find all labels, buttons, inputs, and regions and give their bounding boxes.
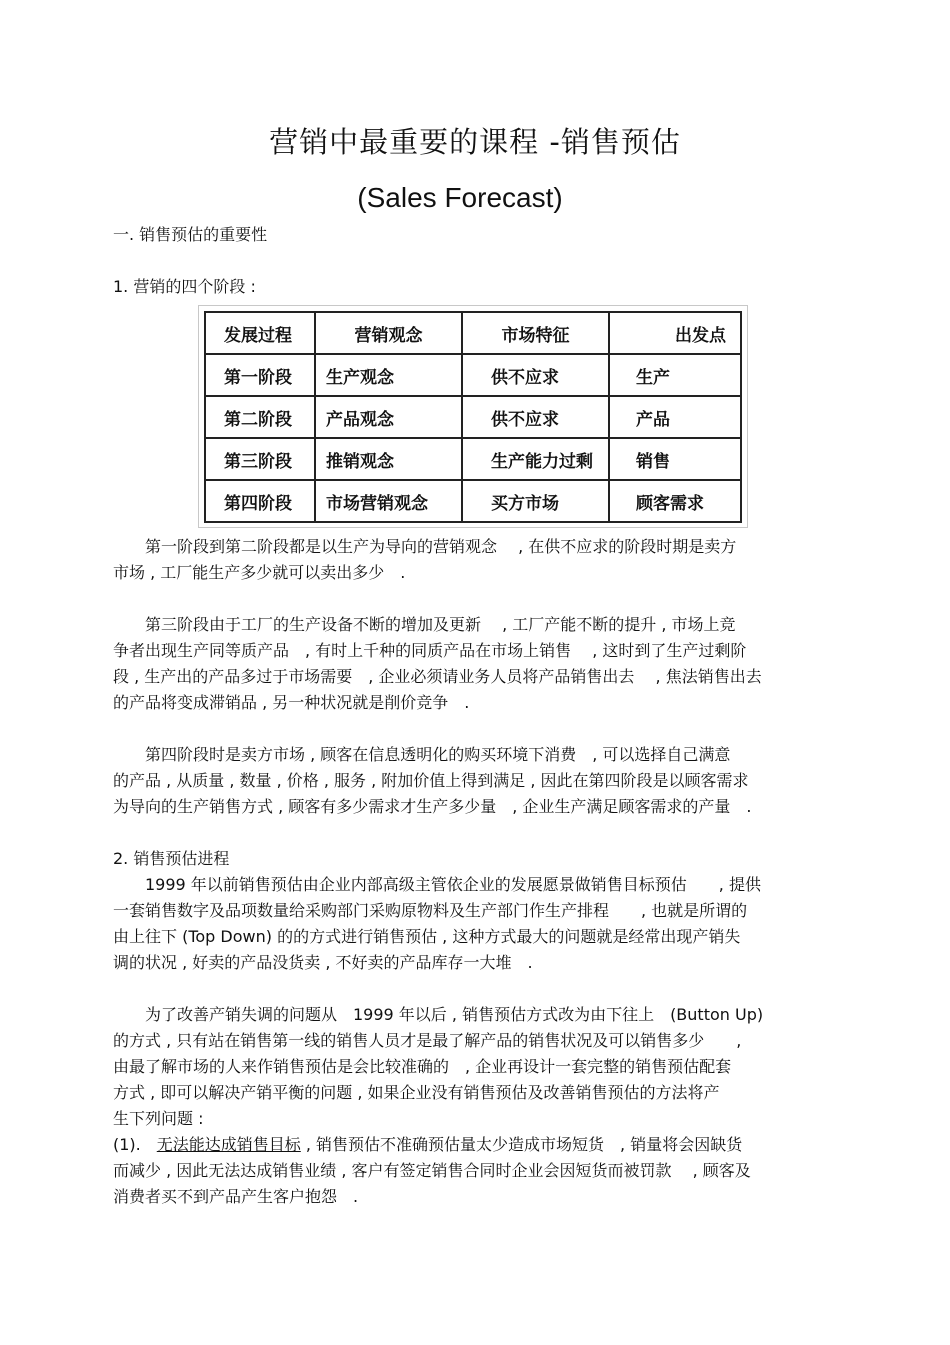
table-cell: 生产能力过剩: [462, 438, 609, 480]
page-title: 营销中最重要的课程 -销售预估: [269, 125, 681, 159]
table-row: [205, 438, 741, 480]
paragraph-line: 争者出现生产同等质产品 , 有时上千种的同质产品在市场上销售 , 这时到了生产过剩阶: [113, 641, 747, 660]
paragraph-line: 第四阶段时是卖方市场 , 顾客在信息透明化的购买环境下消费 , 可以选择自己满意: [113, 745, 731, 764]
table-header-cell: 发展过程: [205, 312, 315, 354]
table-cell: 推销观念: [315, 438, 462, 480]
item1-heading: 1. 营销的四个阶段 :: [113, 277, 256, 296]
paragraph-stage3: [113, 612, 853, 716]
table-cell: 供不应求: [462, 396, 609, 438]
paragraph-line: 的方式 , 只有站在销售第一线的销售人员才是最了解产品的销售状况及可以销售多少 ,: [113, 1031, 742, 1050]
paragraph-line: 由上往下 (Top Down) 的的方式进行销售预估 , 这种方式最大的问题就是经常出现产销失: [113, 927, 741, 946]
line-rest: , 销售预估不准确预估量太少造成市场短货 , 销量将会因缺货: [300, 1135, 743, 1154]
table-cell: 第四阶段: [205, 480, 315, 522]
table-cell: 供不应求: [462, 354, 609, 396]
paragraph-line: 第一阶段到第二阶段都是以生产为导向的营销观念 , 在供不应求的阶段时期是卖方: [113, 537, 737, 556]
paragraph-line: 为了改善产销失调的问题从 1999 年以后 , 销售预估方式改为由下往上 (Button Up): [113, 1005, 764, 1024]
table-header-row: [205, 312, 741, 354]
table-cell: 买方市场: [462, 480, 609, 522]
paragraph-line: 段 , 生产出的产品多过于市场需要 , 企业必须请业务人员将产品销售出去 , 焦法销售出去: [113, 667, 762, 686]
paragraph-line: 的产品 , 从质量 , 数量 , 价格 , 服务 , 附加价值上得到满足 , 因此在第四阶段是以顾客需求: [113, 771, 749, 790]
paragraph-line: [113, 1132, 853, 1158]
list-marker: (1).: [113, 1135, 157, 1154]
marketing-stages-table: [204, 311, 742, 523]
table-cell: 产品: [609, 396, 741, 438]
table-row: [205, 480, 741, 522]
paragraph-forecast-history: [113, 872, 853, 976]
table-row: [205, 354, 741, 396]
page-subtitle: (Sales Forecast): [357, 182, 563, 213]
paragraph-line: 消费者买不到产品产生客户抱怨 .: [113, 1187, 359, 1206]
table-cell: 生产: [609, 354, 741, 396]
paragraph-line: 一套销售数字及品项数量给采购部门采购原物料及生产部门作生产排程 , 也就是所谓的: [113, 901, 748, 920]
paragraph-line: 调的状况 , 好卖的产品没货卖 , 不好卖的产品库存一大堆 .: [113, 953, 533, 972]
paragraph-line: 1999 年以前销售预估由企业内部高级主管依企业的发展愿景做销售目标预估 , 提供: [113, 875, 761, 894]
table-cell: 产品观念: [315, 396, 462, 438]
table-header-cell: 市场特征: [462, 312, 609, 354]
table-cell: 顾客需求: [609, 480, 741, 522]
table-row: [205, 396, 741, 438]
item2-heading: 2. 销售预估进程: [113, 849, 230, 868]
paragraph-stage4: [113, 742, 853, 820]
table-cell: 销售: [609, 438, 741, 480]
table-cell: 市场营销观念: [315, 480, 462, 522]
table-cell: 第三阶段: [205, 438, 315, 480]
table-cell: 第一阶段: [205, 354, 315, 396]
paragraph-line: 方式 , 即可以解决产销平衡的问题 , 如果企业没有销售预估及改善销售预估的方法将产: [113, 1083, 720, 1102]
table-header-cell: 出发点: [609, 312, 741, 354]
paragraph-line: 生下列问题 :: [113, 1109, 204, 1128]
table-cell: 第二阶段: [205, 396, 315, 438]
paragraph-line: 的产品将变成滞销品 , 另一种状况就是削价竞争 .: [113, 693, 470, 712]
table-cell: 生产观念: [315, 354, 462, 396]
paragraph-stage1-2: [113, 534, 853, 586]
paragraph-line: 为导向的生产销售方式 , 顾客有多少需求才生产多少量 , 企业生产满足顾客需求的产量 .: [113, 797, 752, 816]
paragraph-line: 而减少 , 因此无法达成销售业绩 , 客户有签定销售合同时企业会因短货而被罚款 , 顾客及: [113, 1161, 751, 1180]
section-heading: 一. 销售预估的重要性: [113, 225, 268, 244]
paragraph-problem-1: [113, 1132, 853, 1210]
table-header-cell: 营销观念: [315, 312, 462, 354]
paragraph-line: 第三阶段由于工厂的生产设备不断的增加及更新 , 工厂产能不断的提升 , 市场上竞: [113, 615, 736, 634]
paragraph-line: 由最了解市场的人来作销售预估是会比较准确的 , 企业再设计一套完整的销售预估配套: [113, 1057, 732, 1076]
paragraph-line: 市场 , 工厂能生产多少就可以卖出多少 .: [113, 563, 406, 582]
paragraph-forecast-improvement: [113, 1002, 853, 1132]
underlined-phrase: 无法能达成销售目标: [156, 1135, 301, 1154]
